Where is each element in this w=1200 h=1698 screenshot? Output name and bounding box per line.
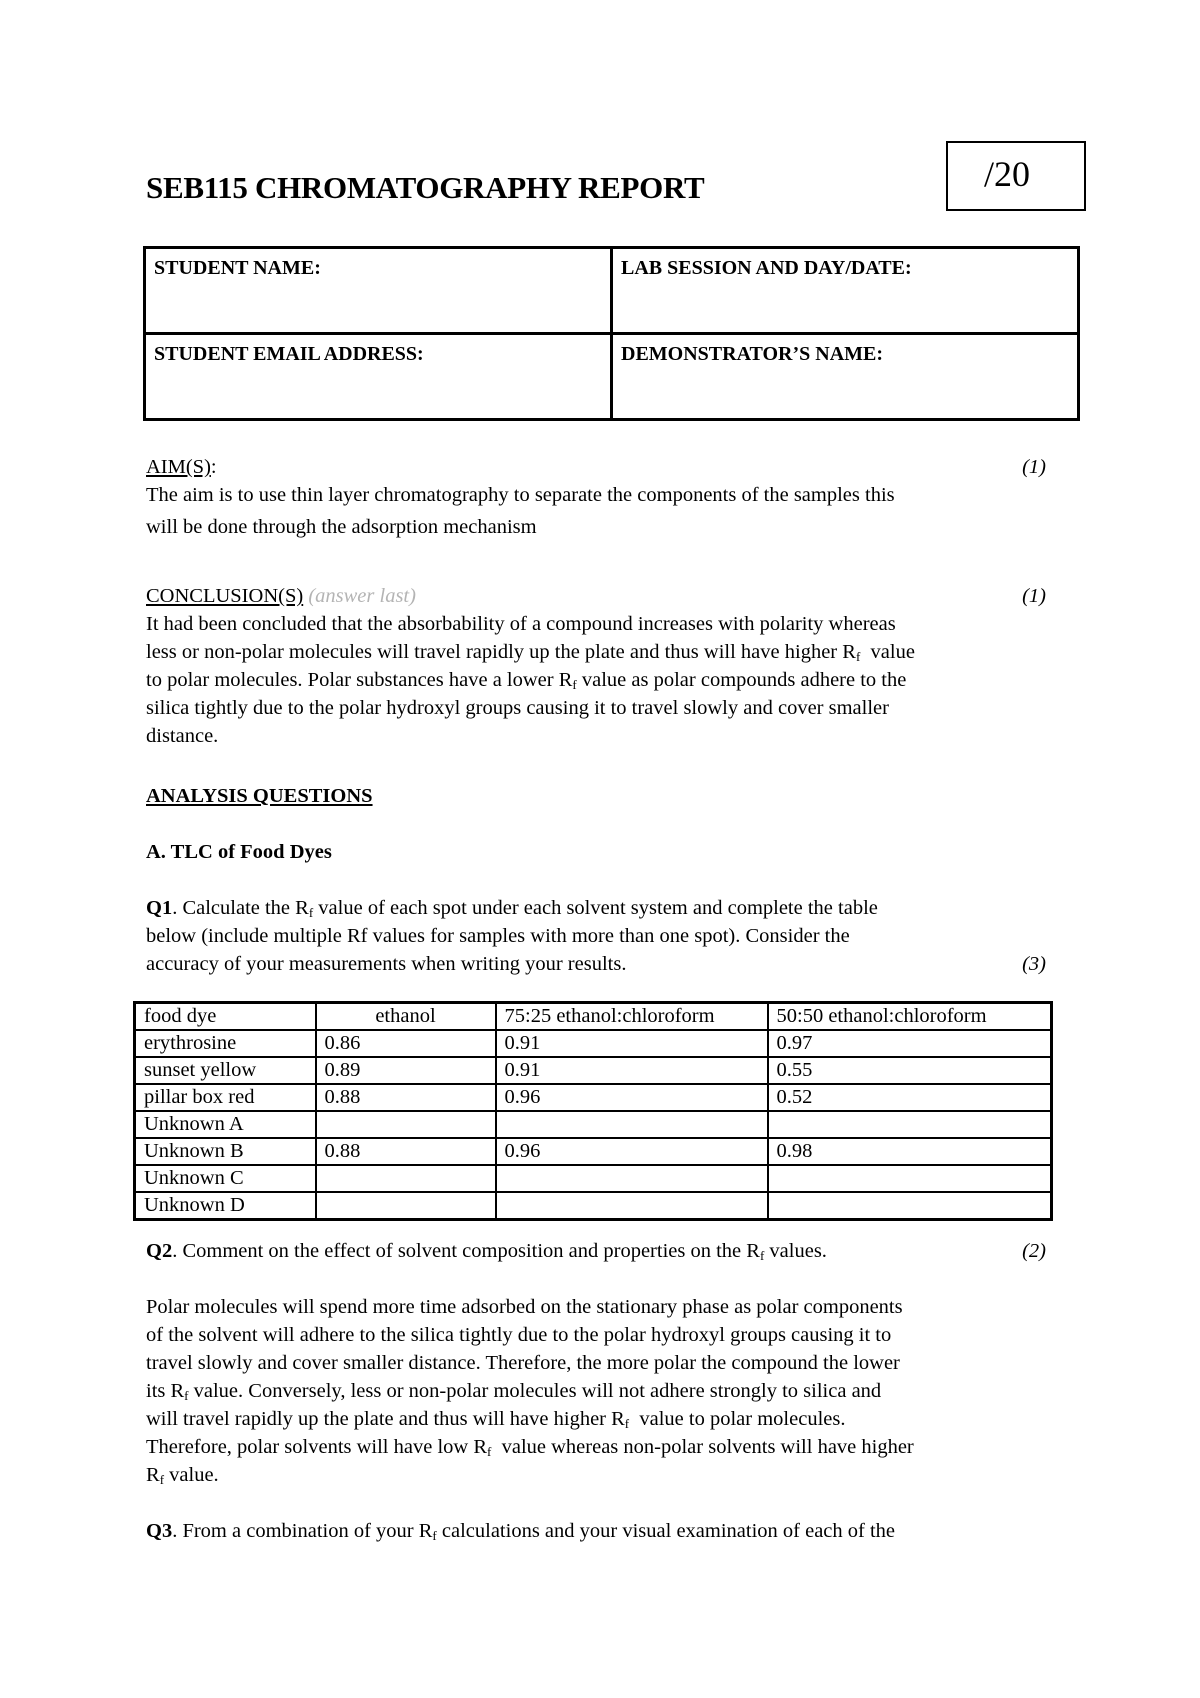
table-cell: sunset yellow [135, 1057, 316, 1084]
table-row [135, 1192, 1052, 1220]
q1-label: Q1 [146, 897, 173, 919]
table-header-row [135, 1003, 1052, 1031]
aims-section [146, 453, 1066, 541]
table-cell[interactable] [316, 1165, 496, 1192]
table-header-cell: ethanol [316, 1003, 496, 1031]
rf-values-table [133, 1001, 1053, 1221]
table-row [135, 1084, 1052, 1111]
table-cell[interactable] [768, 1165, 1052, 1192]
q2-block: Q2. Comment on the effect of solvent composition and properties on the $R_f$ values. (2) [146, 1237, 1066, 1265]
conclusion-mark: (1) [1022, 585, 1046, 607]
student-name-label: STUDENT NAME: [154, 257, 321, 279]
q2-answer-line-5: will travel rapidly up the plate and thus will have higher $R_f$ value to polar molecules. [146, 1408, 846, 1431]
conclusion-note: (answer last) [308, 585, 416, 607]
student-email-label: STUDENT EMAIL ADDRESS: [154, 343, 424, 365]
score-total: /20 [984, 154, 1031, 194]
table-cell[interactable]: 0.88 [316, 1138, 496, 1165]
table-header-cell: food dye [135, 1003, 316, 1031]
q2-answer-line-1: Polar molecules will spend more time adsorbed on the stationary phase as polar components [146, 1296, 903, 1318]
table-row [135, 1138, 1052, 1165]
section-a-heading: A. TLC of Food Dyes [146, 841, 332, 863]
q2-answer-line-6: Therefore, polar solvents will have low $R_f$ value whereas non-polar solvents will have higher [146, 1436, 914, 1459]
conclusion-line-2: less or non-polar molecules will travel rapidly up the plate and thus will have higher $R_f$ value [146, 641, 915, 664]
q2-answer-line-4: its $R_f$ value. Conversely, less or non-polar molecules will not adhere strongly to silica and [146, 1380, 882, 1403]
aims-line-2: will be done through the adsorption mechanism [146, 516, 537, 538]
q2-answer-line-2: of the solvent will adhere to the silica tightly due to the polar hydroxyl groups causing it to [146, 1324, 892, 1346]
conclusion-line-4: silica tightly due to the polar hydroxyl groups causing it to travel slowly and cover smaller [146, 697, 889, 719]
table-cell: Unknown D [135, 1192, 316, 1220]
conclusion-line-5: distance. [146, 725, 219, 747]
table-row [135, 1111, 1052, 1138]
aims-mark: (1) [1022, 456, 1046, 478]
student-info-table [143, 246, 1080, 421]
table-cell: Unknown C [135, 1165, 316, 1192]
table-header-cell: 75:25 ethanol:chloroform [496, 1003, 768, 1031]
score-box [946, 141, 1086, 211]
table-header-cell: 50:50 ethanol:chloroform [768, 1003, 1052, 1031]
conclusion-heading: CONCLUSION(S) [146, 585, 304, 607]
table-cell[interactable] [316, 1192, 496, 1220]
table-cell[interactable]: 0.55 [768, 1057, 1052, 1084]
aims-colon: : [210, 456, 217, 478]
table-cell[interactable]: 0.89 [316, 1057, 496, 1084]
table-cell[interactable]: 0.96 [496, 1138, 768, 1165]
table-cell[interactable]: 0.98 [768, 1138, 1052, 1165]
page-title: SEB115 CHROMATOGRAPHY REPORT [146, 170, 705, 205]
conclusion-line-1: It had been concluded that the absorbability of a compound increases with polarity whereas [146, 613, 896, 635]
table-cell[interactable]: 0.52 [768, 1084, 1052, 1111]
table-cell[interactable]: 0.97 [768, 1030, 1052, 1057]
table-cell: Unknown B [135, 1138, 316, 1165]
table-row [135, 1030, 1052, 1057]
table-cell[interactable] [768, 1192, 1052, 1220]
q2-label: Q2 [146, 1240, 173, 1262]
demonstrator-label: DEMONSTRATOR’S NAME: [621, 343, 884, 365]
q2-answer [146, 1293, 1066, 1489]
q3-label: Q3 [146, 1520, 173, 1542]
analysis-heading: ANALYSIS QUESTIONS [146, 785, 373, 807]
conclusion-section [146, 582, 1066, 750]
table-cell[interactable]: 0.96 [496, 1084, 768, 1111]
table-cell[interactable]: 0.88 [316, 1084, 496, 1111]
q1-block: Q1. Calculate the $R_f$ value of each spot under each solvent system and complete the table below (include multiple Rf values for samples with more than one spot). Consider the accuracy of your measurements when writing your results. (3) [146, 894, 1066, 978]
table-cell: pillar box red [135, 1084, 316, 1111]
table-cell[interactable] [768, 1111, 1052, 1138]
table-cell: erythrosine [135, 1030, 316, 1057]
table-cell[interactable]: 0.91 [496, 1030, 768, 1057]
q2-answer-line-3: travel slowly and cover smaller distance. Therefore, the more polar the compound the lower [146, 1352, 900, 1374]
q1-line-3: accuracy of your measurements when writing your results. [146, 953, 627, 975]
table-cell[interactable]: 0.91 [496, 1057, 768, 1084]
q1-mark: (3) [1022, 953, 1046, 975]
aims-line-1: The aim is to use thin layer chromatography to separate the components of the samples this [146, 484, 895, 506]
q3-block: Q3. From a combination of your $R_f$ calculations and your visual examination of each of the [146, 1520, 896, 1543]
demonstrator-field[interactable] [612, 334, 1079, 420]
aims-heading: AIM(S) [146, 456, 211, 478]
table-cell[interactable] [496, 1165, 768, 1192]
q2-mark: (2) [1022, 1240, 1046, 1262]
table-cell: Unknown A [135, 1111, 316, 1138]
table-cell[interactable] [496, 1192, 768, 1220]
q2-answer-line-7: $R_f$ value. [146, 1464, 219, 1487]
table-row [135, 1165, 1052, 1192]
lab-session-field[interactable] [612, 248, 1079, 334]
table-row [135, 1057, 1052, 1084]
q1-line-2: below (include multiple Rf values for samples with more than one spot). Consider the [146, 925, 850, 947]
lab-session-label: LAB SESSION AND DAY/DATE: [621, 257, 912, 279]
student-name-field[interactable] [145, 248, 612, 334]
student-email-field[interactable] [145, 334, 612, 420]
table-cell[interactable]: 0.86 [316, 1030, 496, 1057]
table-cell[interactable] [496, 1111, 768, 1138]
conclusion-line-3: to polar molecules. Polar substances have a lower $R_f$ value as polar compounds adhere to the [146, 669, 907, 692]
table-cell[interactable] [316, 1111, 496, 1138]
